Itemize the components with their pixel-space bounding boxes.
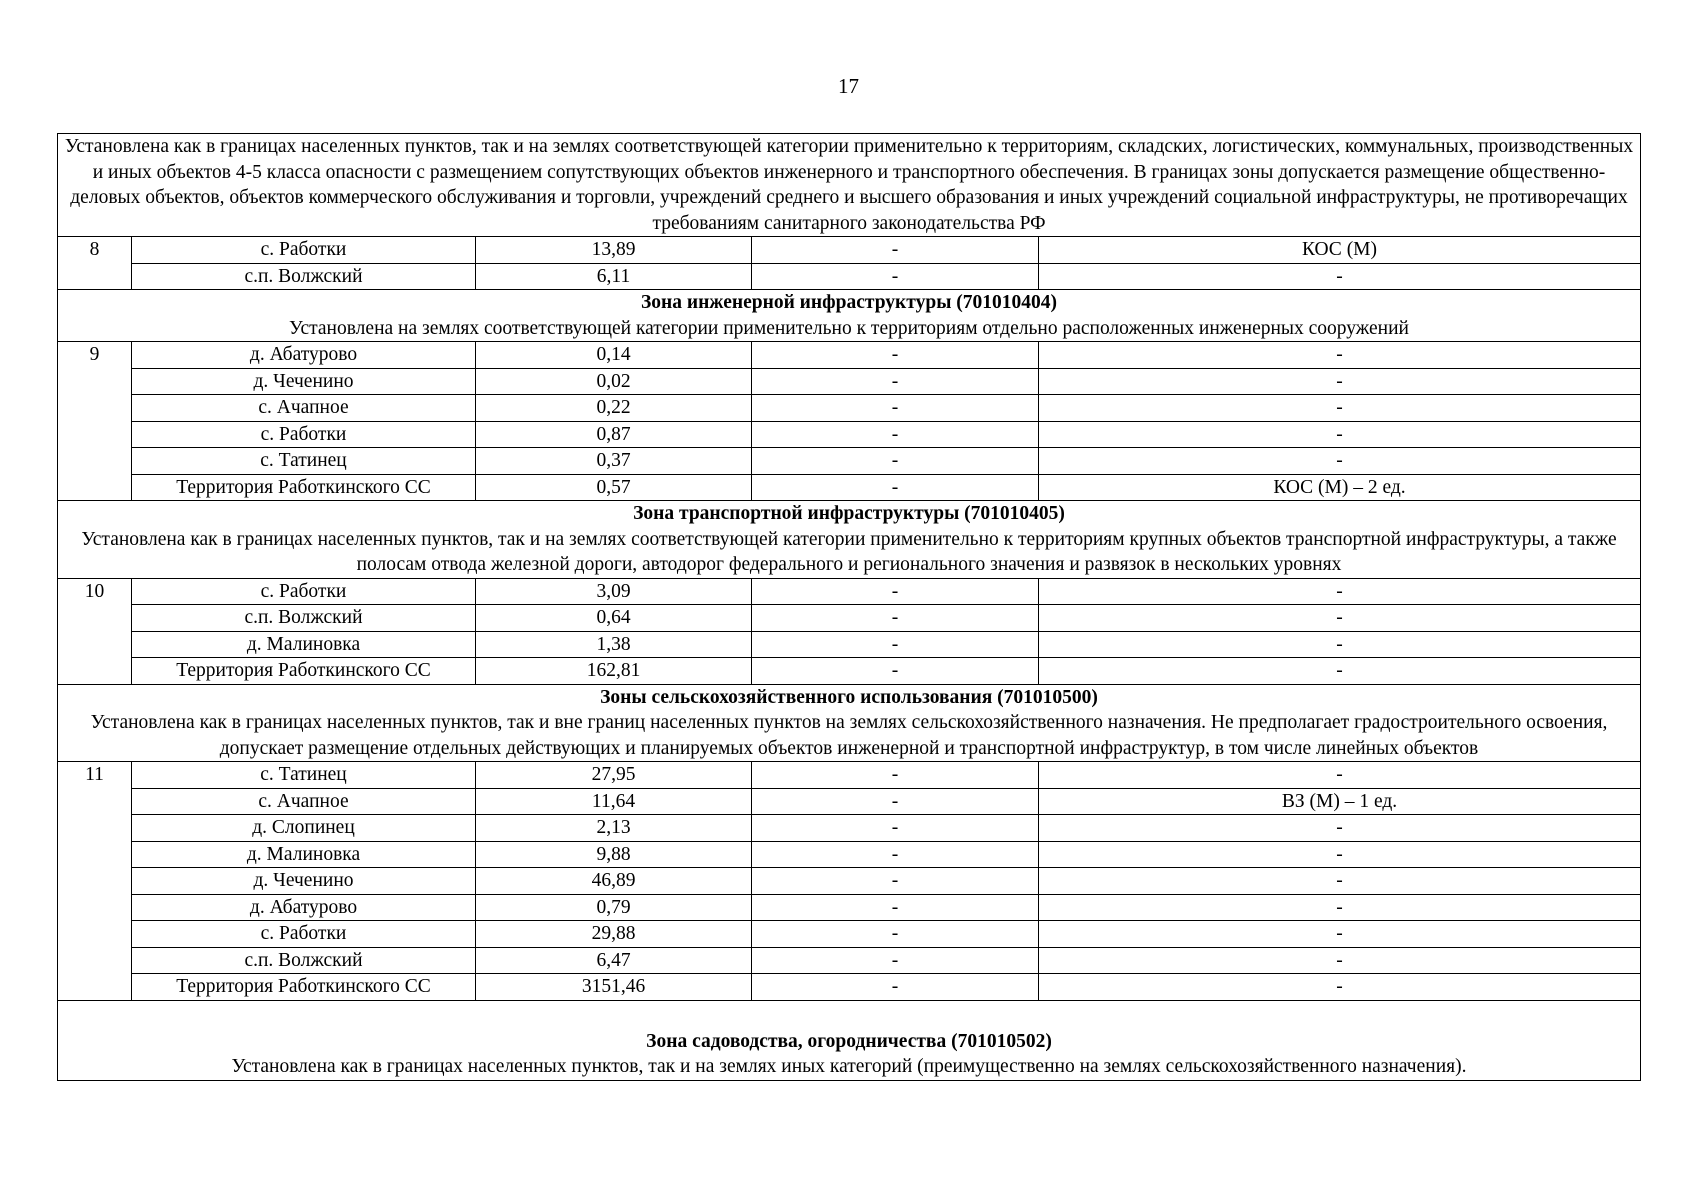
settlement-name: с.п. Волжский — [132, 947, 476, 974]
column-4-value: - — [1039, 815, 1641, 842]
column-4-value: - — [1039, 868, 1641, 895]
area-value: 0,57 — [476, 474, 752, 501]
settlement-name: д. Абатурово — [132, 894, 476, 921]
table-row — [58, 448, 1641, 475]
table-row — [58, 368, 1641, 395]
settlement-name: с. Работки — [132, 421, 476, 448]
settlement-name: д. Чеченино — [132, 868, 476, 895]
settlement-name: с. Татинец — [132, 448, 476, 475]
column-3-value: - — [752, 631, 1039, 658]
zone-title: Зона транспортной инфраструктуры (701010405) — [633, 503, 1065, 524]
zone-header — [58, 501, 1641, 579]
column-3-value: - — [752, 868, 1039, 895]
column-3-value: - — [752, 578, 1039, 605]
page-number: 17 — [838, 74, 859, 98]
table-row — [58, 841, 1641, 868]
zone-title: Зона инженерной инфраструктуры (701010404) — [640, 292, 1058, 313]
table-row — [58, 868, 1641, 895]
area-value: 9,88 — [476, 841, 752, 868]
column-4-value: - — [1039, 921, 1641, 948]
area-value: 1,38 — [476, 631, 752, 658]
table-row — [58, 342, 1641, 369]
settlement-name: с. Ачапное — [132, 395, 476, 422]
area-value: 6,11 — [476, 263, 752, 290]
table-row — [58, 762, 1641, 789]
column-3-value: - — [752, 762, 1039, 789]
area-value: 0,64 — [476, 605, 752, 632]
column-4-value: КОС (М) — [1039, 237, 1641, 264]
area-value: 27,95 — [476, 762, 752, 789]
column-3-value: - — [752, 474, 1039, 501]
zone-header-row — [58, 1000, 1641, 1080]
settlement-name: с. Работки — [132, 921, 476, 948]
settlement-name: д. Слопинец — [132, 815, 476, 842]
column-4-value: - — [1039, 448, 1641, 475]
table-row — [58, 474, 1641, 501]
settlement-name: с. Ачапное — [132, 788, 476, 815]
column-3-value: - — [752, 263, 1039, 290]
column-3-value: - — [752, 605, 1039, 632]
column-3-value: - — [752, 368, 1039, 395]
settlement-name: д. Абатурово — [132, 342, 476, 369]
settlement-name: Территория Работкинского СС — [132, 474, 476, 501]
zones-table-body — [58, 134, 1641, 1081]
table-row — [58, 631, 1641, 658]
area-value: 0,37 — [476, 448, 752, 475]
settlement-name: с. Татинец — [132, 762, 476, 789]
area-value: 0,87 — [476, 421, 752, 448]
settlement-name: с.п. Волжский — [132, 263, 476, 290]
area-value: 0,14 — [476, 342, 752, 369]
table-row — [58, 658, 1641, 685]
area-value: 13,89 — [476, 237, 752, 264]
zone-description: Установлена как в границах населенных пунктов, так и на землях соответствующей категории применительно к территориям крупных объектов транспортной инфраструктуры, а также полосам отвода железной дороги, автодорог федерального и регионального значения и развязок в нескольких уровнях — [81, 528, 1617, 575]
table-row — [58, 605, 1641, 632]
column-4-value: - — [1039, 974, 1641, 1001]
column-3-value: - — [752, 921, 1039, 948]
column-4-value: - — [1039, 395, 1641, 422]
row-number: 9 — [58, 342, 132, 501]
area-value: 0,79 — [476, 894, 752, 921]
column-4-value: - — [1039, 342, 1641, 369]
settlement-name: с. Работки — [132, 237, 476, 264]
table-row — [58, 815, 1641, 842]
zones-table — [57, 133, 1641, 1081]
table-row — [58, 788, 1641, 815]
table-row — [58, 421, 1641, 448]
zone-header-row — [58, 684, 1641, 762]
column-4-value: - — [1039, 631, 1641, 658]
zone-title: Зона садоводства, огородничества (701010502) — [646, 1030, 1052, 1052]
column-4-value: - — [1039, 263, 1641, 290]
column-3-value: - — [752, 237, 1039, 264]
column-4-value: КОС (М) – 2 ед. — [1039, 474, 1641, 501]
column-4-value: - — [1039, 368, 1641, 395]
column-3-value: - — [752, 894, 1039, 921]
table-row — [58, 395, 1641, 422]
column-4-value: ВЗ (М) – 1 ед. — [1039, 788, 1641, 815]
column-4-value: - — [1039, 605, 1641, 632]
intro-description: Установлена как в границах населенных пунктов, так и на землях соответствующей категории применительно к территориям, складских, логистических, коммунальных, производственных и иных объектов 4-5 класса опасности с размещением сопутствующих объектов инженерного и транспортного обеспечения. В границах зоны допускается размещение общественно-деловых объектов, объектов коммерческого обслуживания и торговли, учреждений среднего и высшего образования и иных учреждений социальной инфраструктуры, не противоречащих требованиям санитарного законодательства РФ — [58, 134, 1641, 237]
zone-header — [58, 1000, 1641, 1080]
table-row — [58, 578, 1641, 605]
row-number: 10 — [58, 578, 132, 684]
column-4-value: - — [1039, 762, 1641, 789]
settlement-name: Территория Работкинского СС — [132, 974, 476, 1001]
zone-header-row — [58, 501, 1641, 579]
column-3-value: - — [752, 421, 1039, 448]
column-3-value: - — [752, 448, 1039, 475]
table-row — [58, 974, 1641, 1001]
zone-header-row — [58, 290, 1641, 342]
zone-description: Установлена на землях соответствующей категории применительно к территориям отдельно расположенных инженерных сооружений — [289, 317, 1409, 339]
column-3-value: - — [752, 947, 1039, 974]
column-3-value: - — [752, 788, 1039, 815]
table-row — [58, 894, 1641, 921]
table-row — [58, 921, 1641, 948]
column-4-value: - — [1039, 894, 1641, 921]
column-3-value: - — [752, 342, 1039, 369]
area-value: 11,64 — [476, 788, 752, 815]
column-3-value: - — [752, 974, 1039, 1001]
area-value: 2,13 — [476, 815, 752, 842]
area-value: 162,81 — [476, 658, 752, 685]
column-3-value: - — [752, 658, 1039, 685]
settlement-name: д. Малиновка — [132, 841, 476, 868]
area-value: 0,02 — [476, 368, 752, 395]
area-value: 3151,46 — [476, 974, 752, 1001]
area-value: 3,09 — [476, 578, 752, 605]
area-value: 0,22 — [476, 395, 752, 422]
table-row — [58, 947, 1641, 974]
settlement-name: с.п. Волжский — [132, 605, 476, 632]
column-4-value: - — [1039, 841, 1641, 868]
column-4-value: - — [1039, 658, 1641, 685]
table-row — [58, 237, 1641, 264]
column-3-value: - — [752, 395, 1039, 422]
zone-description: Установлена как в границах населенных пунктов, так и на землях иных категорий (преимущественно на землях сельскохозяйственного назначения). — [231, 1056, 1467, 1077]
area-value: 29,88 — [476, 921, 752, 948]
intro-description-row — [58, 134, 1641, 237]
row-number: 8 — [58, 237, 132, 290]
settlement-name: с. Работки — [132, 578, 476, 605]
table-row — [58, 263, 1641, 290]
settlement-name: д. Чеченино — [132, 368, 476, 395]
area-value: 46,89 — [476, 868, 752, 895]
zone-title: Зоны сельскохозяйственного использования (701010500) — [600, 686, 1098, 708]
column-4-value: - — [1039, 421, 1641, 448]
column-3-value: - — [752, 815, 1039, 842]
zone-header — [58, 684, 1641, 762]
column-4-value: - — [1039, 578, 1641, 605]
zone-description: Установлена как в границах населенных пунктов, так и вне границ населенных пунктов на землях сельскохозяйственного назначения. Не предполагает градостроительного освоения, допускает размещение отдельных действующих и планируемых объектов инженерной и транспортной инфраструктур, в том числе линейных объектов — [90, 712, 1608, 759]
row-number: 11 — [58, 762, 132, 1001]
column-3-value: - — [752, 841, 1039, 868]
settlement-name: д. Малиновка — [132, 631, 476, 658]
column-4-value: - — [1039, 947, 1641, 974]
settlement-name: Территория Работкинского СС — [132, 658, 476, 685]
area-value: 6,47 — [476, 947, 752, 974]
zone-header — [58, 290, 1641, 342]
